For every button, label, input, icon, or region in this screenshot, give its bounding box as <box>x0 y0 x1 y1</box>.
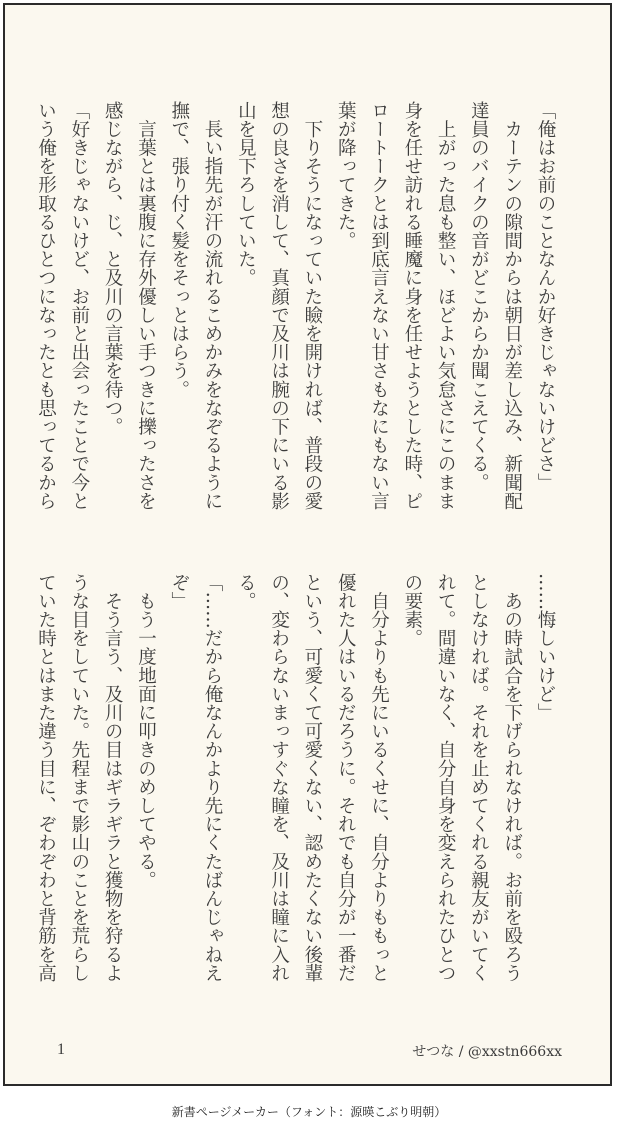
author-credit: せつな / @xxstn666xx <box>412 1044 562 1060</box>
upper-text-block <box>35 101 562 531</box>
text-line: 山を見下ろしていた。 <box>235 101 257 287</box>
text-line: うな目をしていた。先程まで影山のことを荒らし <box>68 573 90 983</box>
page-number: 1 <box>57 1041 65 1058</box>
text-line: 上がった息も整い、ほどよい気怠さにこのまま <box>435 101 457 511</box>
text-line: 言葉とは裏腹に存外優しい手つきに擽ったさを <box>135 101 157 511</box>
text-line: 自分よりも先にいるくせに、自分よりももっと <box>368 573 390 983</box>
text-line: いう俺を形取るひとつになったとも思ってるから <box>35 101 57 511</box>
text-line: ロートークとは到底言えない甘さもなにもない言 <box>368 101 390 511</box>
text-line: ……悔しいけど」 <box>535 573 556 722</box>
text-line: 長い指先が汗の流れるこめかみをなぞるように <box>202 101 224 511</box>
lower-text-block <box>35 573 562 1003</box>
text-line: 撫で、張り付く髪をそっとはらう。 <box>168 101 190 399</box>
text-line: る。 <box>235 573 257 611</box>
text-line: 優れた人はいるだろうに。それでも自分が一番だ <box>335 573 357 983</box>
text-line: の、変わらないまっすぐな瞳を、及川は瞳に入れ <box>268 573 290 983</box>
text-line: そう言う、及川の目はギラギラと獲物を狩るよ <box>102 573 124 983</box>
text-line: 「好きじゃないけど、お前と出会ったことで今と <box>68 101 90 511</box>
text-line: ぞ」 <box>168 573 190 611</box>
text-line: という、可愛くて可愛くない、認めたくない後輩 <box>301 573 323 983</box>
text-line: ていた時とはまた違う目に、ぞわぞわと背筋を高 <box>35 573 57 983</box>
text-line: れて。間違いなく、自分自身を変えられたひとつ <box>435 573 457 983</box>
text-line: 身を任せ訪れる睡魔に身を任せようとした時、ピ <box>401 101 423 511</box>
text-line: 葉が降ってきた。 <box>335 101 357 250</box>
text-line: カーテンの隙間からは朝日が差し込み、新聞配 <box>501 101 523 511</box>
text-line: あの時試合を下げられなければ。お前を殴ろう <box>501 573 523 983</box>
text-line: 想の良さを消して、真顔で及川は腕の下にいる影 <box>268 101 290 511</box>
footer-caption: 新書ページメーカー（フォント：源暎こぶり明朝） <box>171 1105 447 1119</box>
text-line: としなければ。それを止めてくれる親友がいてく <box>468 573 490 983</box>
text-line: 「俺はお前のことなんか好きじゃないけどさ」 <box>535 101 556 492</box>
text-line: 感じながら、じ、と及川の言葉を待つ。 <box>102 101 124 436</box>
text-line: の要素。 <box>401 573 423 648</box>
text-line: 達員のバイクの音がどこからか聞こえてくる。 <box>468 101 490 492</box>
text-line: 「……だから俺なんかより先にくたばんじゃねえ <box>202 573 224 983</box>
novel-page <box>3 3 612 1086</box>
text-line: もう一度地面に叩きのめしてやる。 <box>135 573 157 890</box>
text-line: 下りそうになっていた瞼を開ければ、普段の愛 <box>301 101 323 511</box>
